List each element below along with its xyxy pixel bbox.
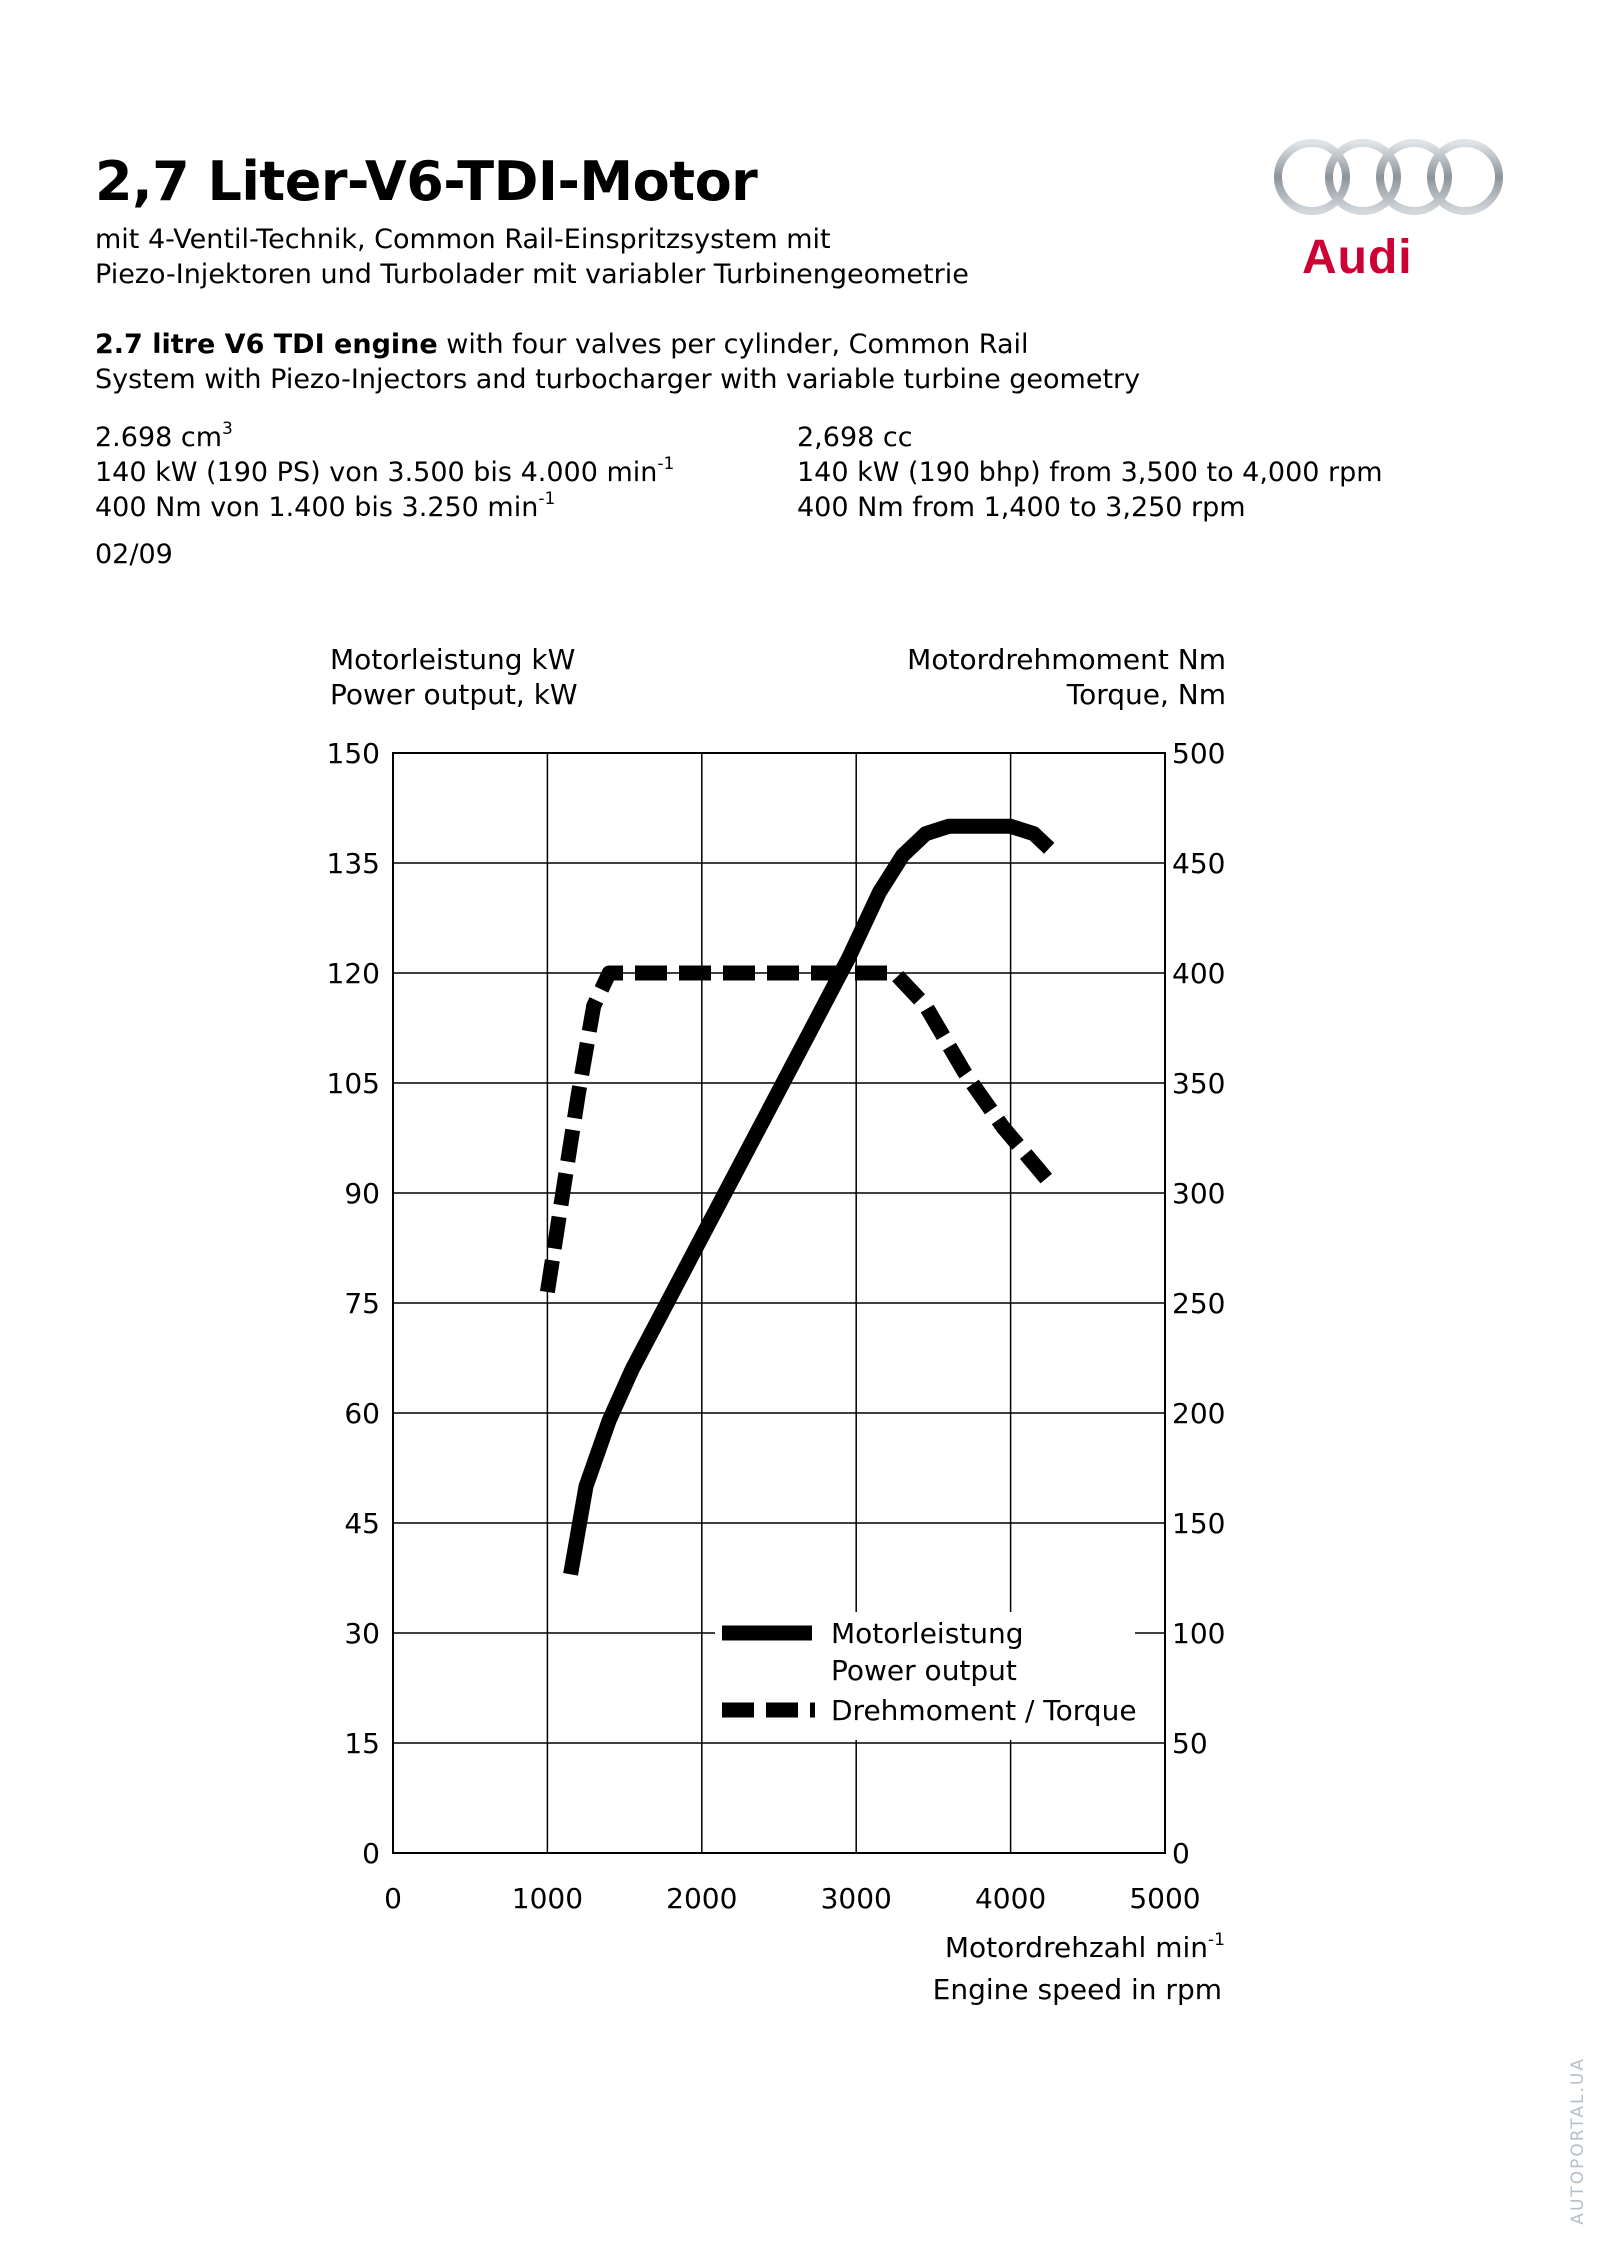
y-right-tick-label: 450 [1172, 847, 1226, 880]
page-title: 2,7 Liter-V6-TDI-Motor [95, 150, 758, 213]
audi-wordmark: Audi [1302, 231, 1413, 284]
y-right-label-de: Motordrehmoment Nm [907, 643, 1226, 676]
spec-en-torque: 400 Nm from 1,400 to 3,250 rpm [797, 492, 1246, 523]
y-right-tick-label: 400 [1172, 957, 1226, 990]
y-left-label-de: Motorleistung kW [330, 643, 576, 676]
subtitle-de-line1: mit 4-Ventil-Technik, Common Rail-Einspritzsystem mit [95, 224, 831, 255]
y-right-tick-label: 50 [1172, 1727, 1208, 1760]
y-left-tick-label: 105 [326, 1067, 380, 1100]
y-left-tick-label: 150 [326, 737, 380, 770]
date-label: 02/09 [95, 539, 173, 570]
y-left-tick-label: 15 [344, 1727, 380, 1760]
y-right-tick-label: 250 [1172, 1287, 1226, 1320]
y-right-tick-label: 500 [1172, 737, 1226, 770]
x-tick-label: 1000 [511, 1882, 584, 1915]
y-right-tick-label: 100 [1172, 1617, 1226, 1650]
x-tick-label: 3000 [820, 1882, 892, 1915]
spec-de-torque: 400 Nm von 1.400 bis 3.250 $\min^{-1}$ [95, 489, 556, 523]
y-left-tick-label: 75 [344, 1287, 380, 1320]
y-right-tick-label: 0 [1172, 1837, 1190, 1870]
y-left-label-en: Power output, kW [330, 678, 578, 711]
y-right-tick-label: 150 [1172, 1507, 1226, 1540]
legend-label-power-en: Power output [831, 1654, 1017, 1687]
subtitle-en-bold: 2.7 litre V6 TDI engine [95, 329, 438, 360]
y-right-label-en: Torque, Nm [1066, 678, 1226, 711]
x-label-de: Motordrehzahl $\min^{-1}$ [944, 1929, 1225, 1964]
y-right-tick-label: 300 [1172, 1177, 1226, 1210]
spec-de-displacement: 2.698 $cm^3$ [95, 419, 233, 453]
y-left-tick-label: 30 [344, 1617, 380, 1650]
y-left-tick-label: 120 [326, 957, 380, 990]
y-right-tick-label: 200 [1172, 1397, 1226, 1430]
subtitle-de-line2: Piezo-Injektoren und Turbolader mit variabler Turbinengeometrie [95, 259, 969, 290]
subtitle-en-rest: with four valves per cylinder, Common Rail [437, 329, 1029, 360]
power-line [571, 826, 1050, 1574]
watermark: AUTOPORTAL.UA [1568, 2057, 1588, 2225]
spec-en-power: 140 kW (190 bhp) from 3,500 to 4,000 rpm [797, 457, 1383, 488]
legend-label-torque: Drehmoment / Torque [831, 1694, 1137, 1727]
subtitle-en-line2: System with Piezo-Injectors and turbocharger with variable turbine geometry [95, 364, 1141, 395]
x-tick-label: 5000 [1129, 1882, 1201, 1915]
torque-line [547, 973, 1049, 1292]
y-left-tick-label: 0 [362, 1837, 380, 1870]
y-left-tick-label: 45 [344, 1507, 380, 1540]
x-tick-label: 2000 [666, 1882, 738, 1915]
y-right-tick-label: 350 [1172, 1067, 1226, 1100]
spec-en-displacement: 2,698 cc [797, 422, 913, 453]
x-label-en: Engine speed in rpm [932, 1973, 1222, 2006]
y-left-tick-label: 135 [326, 847, 380, 880]
y-left-tick-label: 90 [344, 1177, 380, 1210]
x-tick-label: 4000 [974, 1882, 1047, 1915]
x-tick-label: 0 [384, 1882, 402, 1915]
legend-label-power: Motorleistung [831, 1617, 1024, 1650]
y-left-tick-label: 60 [344, 1397, 380, 1430]
spec-de-power: 140 kW (190 PS) von 3.500 bis 4.000 $\min^{-1}$ [95, 454, 675, 488]
